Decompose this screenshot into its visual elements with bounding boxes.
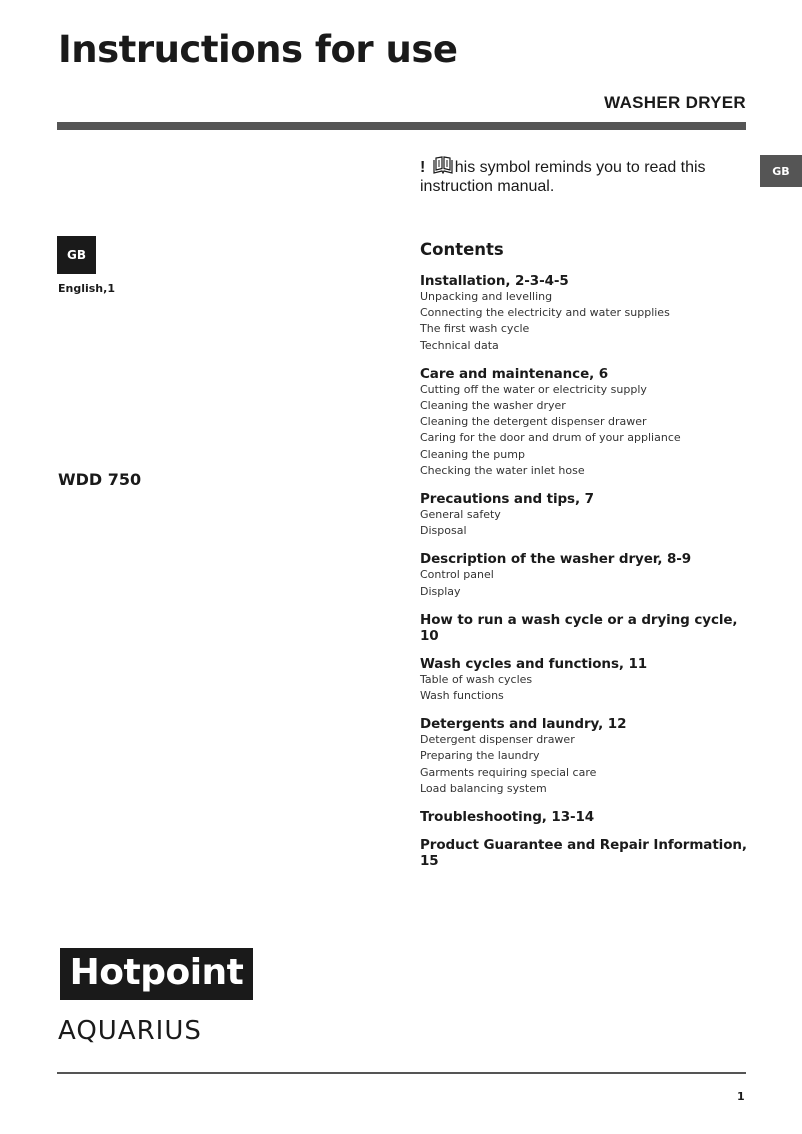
contents-item: Load balancing system <box>420 781 547 795</box>
contents-section-title: Detergents and laundry, 12 <box>420 716 627 733</box>
contents-item: Technical data <box>420 338 499 352</box>
contents-item: Unpacking and levelling <box>420 290 553 303</box>
language-badge: GB <box>57 236 96 274</box>
read-manual-note <box>420 156 740 195</box>
contents-sections <box>420 273 750 869</box>
contents-item: Preparing the laundry <box>420 749 540 763</box>
page-number: 1 <box>737 1090 745 1103</box>
footer-divider <box>57 1072 746 1074</box>
contents-section-title: Care and maintenance, 6 <box>420 365 609 382</box>
book-icon <box>432 156 454 178</box>
contents-item: Wash functions <box>420 689 504 703</box>
contents-item: General safety <box>420 508 501 522</box>
contents-section-title: Installation, 2-3-4-5 <box>420 273 569 289</box>
contents-section <box>420 612 750 644</box>
contents-section <box>420 491 750 539</box>
exclamation-mark: ! <box>420 159 426 176</box>
model-number: WDD 750 <box>58 470 142 489</box>
contents-section-title: How to run a wash cycle or a drying cycle, 10 <box>420 611 738 644</box>
contents-section <box>420 837 750 869</box>
language-label: English,1 <box>58 282 115 295</box>
contents-item: Caring for the door and drum of your appliance <box>420 431 681 445</box>
contents-item: Checking the water inlet hose <box>420 463 585 477</box>
aquarius-logo: AQUARIUS <box>58 1016 202 1046</box>
contents-section-title: Description of the washer dryer, 8-9 <box>420 551 692 568</box>
contents-section <box>420 809 750 825</box>
contents-section <box>420 366 750 479</box>
note-text-line1: his symbol reminds you to read this <box>454 159 706 176</box>
contents-section <box>420 551 750 599</box>
contents-section <box>420 273 750 354</box>
contents-item: Cleaning the washer dryer <box>420 399 566 413</box>
language-side-tab: GB <box>760 155 802 187</box>
contents-section-title: Precautions and tips, 7 <box>420 491 594 508</box>
contents-item: Cleaning the detergent dispenser drawer <box>420 415 647 429</box>
contents-item: Cutting off the water or electricity supply <box>420 382 647 396</box>
contents-item: Detergent dispenser drawer <box>420 733 575 747</box>
contents-section-title: Product Guarantee and Repair Information, 15 <box>420 837 747 870</box>
note-text-line2: instruction manual. <box>420 178 555 195</box>
contents-item: Garments requiring special care <box>420 765 597 779</box>
contents-item: Table of wash cycles <box>420 672 533 686</box>
contents-section <box>420 716 750 797</box>
contents-item: Display <box>420 584 461 598</box>
hotpoint-logo: Hotpoint <box>60 948 253 1000</box>
contents-item: Connecting the electricity and water supplies <box>420 306 670 320</box>
contents-section-title: Troubleshooting, 13-14 <box>420 809 595 826</box>
contents-heading: Contents <box>420 240 504 259</box>
contents-item: The first wash cycle <box>420 322 530 336</box>
contents-item: Cleaning the pump <box>420 447 525 461</box>
contents-item: Disposal <box>420 524 467 538</box>
contents-section-title: Wash cycles and functions, 11 <box>420 655 648 672</box>
page-title: Instructions for use <box>58 28 458 71</box>
product-type: WASHER DRYER <box>604 93 746 112</box>
contents-section <box>420 656 750 704</box>
header-divider <box>57 122 746 130</box>
table-of-contents <box>420 240 750 881</box>
contents-item: Control panel <box>420 568 494 582</box>
